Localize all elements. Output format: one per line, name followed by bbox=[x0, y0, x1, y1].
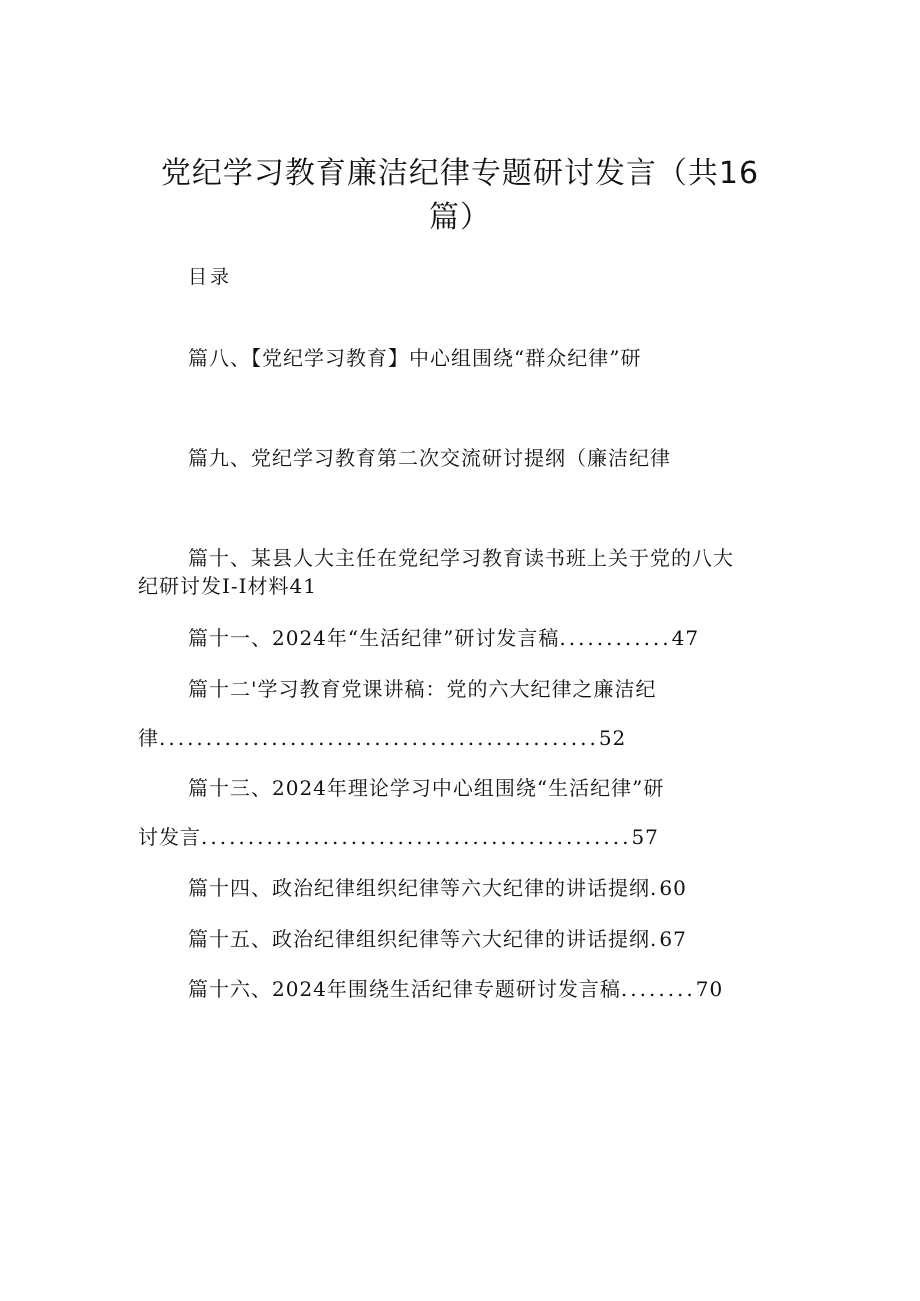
toc-page-number: 70 bbox=[695, 977, 724, 1001]
document-title-line-1: 党纪学习教育廉洁纪律专题研讨发言（共16 bbox=[160, 156, 760, 192]
toc-entry-title: 律 bbox=[138, 726, 159, 750]
toc-leader-dots: ........ bbox=[620, 977, 696, 1001]
toc-entry-8[interactable]: 篇八、【党纪学习教育】中心组围绕“群众纪律”研 bbox=[188, 346, 642, 370]
toc-leader-dots: .............................................. bbox=[201, 825, 632, 849]
toc-page-number: 57 bbox=[631, 825, 659, 849]
toc-entry-13-continuation[interactable] bbox=[138, 823, 659, 851]
toc-entry-16[interactable] bbox=[188, 975, 723, 1003]
toc-entry-10-continuation[interactable]: 纪研讨发I-I材料41 bbox=[138, 574, 318, 598]
toc-leader-dots: ............ bbox=[559, 626, 672, 650]
document-title bbox=[110, 152, 810, 240]
toc-entry-title: 篇十六、2024年围绕生活纪律专题研讨发言稿 bbox=[188, 977, 621, 1001]
toc-entry-10[interactable]: 篇十、某县人大主任在党纪学习教育读书班上关于党的八大 bbox=[188, 546, 734, 570]
toc-page-number: 67 bbox=[659, 927, 687, 951]
toc-heading: 目录 bbox=[188, 266, 233, 288]
toc-entry-9[interactable]: 篇九、党纪学习教育第二次交流研讨提纲（廉洁纪律 bbox=[188, 446, 671, 470]
toc-entry-14[interactable] bbox=[188, 874, 687, 902]
toc-leader-dots: ............................................... bbox=[159, 726, 599, 750]
toc-entry-12[interactable]: 篇十二'学习教育党课讲稿：党的六大纪律之廉洁纪 bbox=[188, 677, 657, 701]
toc-page-number: 47 bbox=[671, 626, 700, 650]
toc-leader-dots: . bbox=[650, 927, 660, 951]
toc-entry-15[interactable] bbox=[188, 925, 687, 953]
toc-entry-13[interactable]: 篇十三、2024年理论学习中心组围绕“生活纪律”研 bbox=[188, 776, 665, 800]
toc-page-number: 60 bbox=[659, 876, 687, 900]
toc-entry-12-continuation[interactable] bbox=[138, 724, 626, 752]
toc-entry-11[interactable] bbox=[188, 624, 699, 652]
toc-entry-title: 讨发言 bbox=[138, 825, 201, 849]
toc-entry-title: 篇十一、2024年“生活纪律”研讨发言稿 bbox=[188, 626, 560, 650]
toc-page-number: 52 bbox=[598, 726, 627, 750]
toc-entry-title: 篇十五、政治纪律组织纪律等六大纪律的讲话提纲 bbox=[188, 927, 650, 951]
document-title-line-2: 篇） bbox=[429, 200, 491, 236]
toc-entry-title: 篇十四、政治纪律组织纪律等六大纪律的讲话提纲 bbox=[188, 876, 650, 900]
toc-leader-dots: . bbox=[650, 876, 660, 900]
